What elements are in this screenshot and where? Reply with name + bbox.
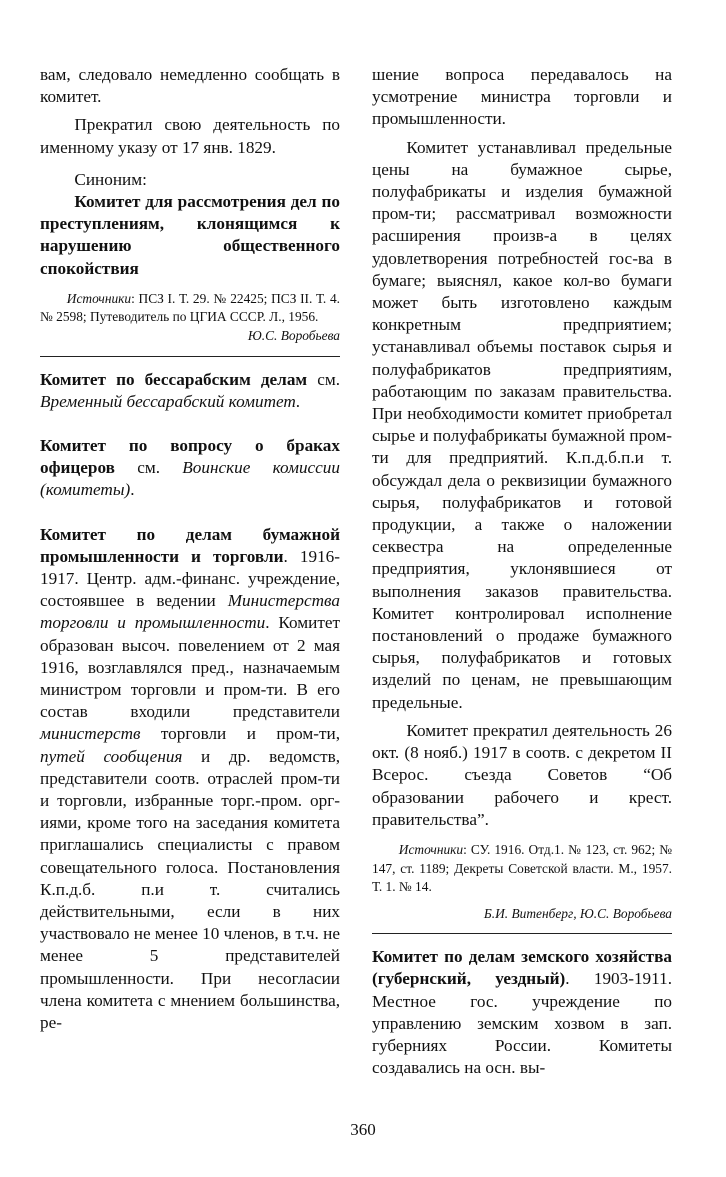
sources-label: Источники <box>66 290 132 306</box>
sources-text: : ПСЗ I. Т. 29. № 22425; ПСЗ II. Т. 4. № 2598; Путеводитель по ЦГИА СССР. Л., 1956. <box>40 290 340 325</box>
author-signature: Б.И. Витенберг, Ю.С. Воробьева <box>483 905 672 921</box>
author-signature: Ю.С. Воробьева <box>247 328 340 344</box>
sources-label: Источники <box>398 841 464 857</box>
sources-note <box>372 841 672 897</box>
entry-title: Комитет по вопросу о браках офицеров <box>40 436 340 478</box>
entry-paper-industry <box>40 524 340 1035</box>
entry-text: и др. ведомств, представители соотв. отраслей пром-ти и торговли, избранные торг.-пром. орг-иями, кроме того на заседания комитета приглашались специалисты с правом совещательного голоса. Постановления К.п.д.б. п.и т. считались действительными, если в них участвовало не менее 10 членов, в т.ч. не менее 5 представителей промышленности. При несогласии члена комитета с мнением большинства, ре- <box>40 746 340 1033</box>
entry-text: торговли и пром-ти, <box>140 724 340 744</box>
entry-divider <box>40 356 340 357</box>
entry-officer-marriages <box>40 435 340 502</box>
see-label: см. <box>307 369 340 389</box>
right-column <box>372 64 672 1080</box>
entry-text: . 1903-1911. Местное гос. учреждение по управлению земским хозвом в зап. губерниях России. Комитеты создавались на осн. вы- <box>372 969 672 1078</box>
left-column <box>40 64 340 1034</box>
entry-divider <box>372 933 672 934</box>
page-number: 360 <box>350 1120 376 1139</box>
cross-reference: министерств <box>40 724 141 744</box>
entry-title: Комитет по бессарабским делам <box>40 369 308 389</box>
entry-bessarabian <box>40 369 340 413</box>
synonym-label: Синоним: <box>74 169 147 189</box>
sources-note <box>40 290 340 327</box>
entry-title: Комитет по делам бумажной промышленности и торговли <box>40 524 340 566</box>
punct: . <box>295 391 301 411</box>
entry-text: . Комитет образован высоч. повелением от 2 мая 1916, возглавлялся пред., назначаемым министром торговли и пром-ти. В его состав входили представители <box>40 613 340 722</box>
entry-zemstvo <box>372 946 672 1079</box>
closure-paragraph: Комитет прекратил деятельность 26 окт. (8 нояб.) 1917 в соотв. с декретом II Всерос. съезда Советов “Об образовании рабочего и крест. правительства”. <box>372 720 672 829</box>
sources-text: : СУ. 1916. Отд.1. № 123, ст. 962; № 147, ст. 1189; Декреты Советской власти. М., 1957. Т. 1. № 14. <box>372 841 672 895</box>
closure-text: Прекратил свою деятельность по именному указу от 17 янв. 1829. <box>40 115 340 157</box>
entry-text: . 1916-1917. Центр. адм.-финанс. учреждение, состоявшее в ведении <box>40 546 340 611</box>
continuation-text: шение вопроса передавалось на усмотрение министра торговли и промышленности. <box>372 65 672 129</box>
synonym-title: Комитет для рассмотрения дел по преступлениям, клонящимся к нарушению общественного спокойствия <box>40 192 340 278</box>
cross-reference: Министерства торговли и промышленности <box>40 591 340 633</box>
punct: . <box>130 480 135 500</box>
cross-reference: путей сообщения <box>40 746 183 766</box>
continuation-text: вам, следовало немедленно сообщать в комитет. <box>40 65 340 107</box>
body-paragraph: Комитет устанавливал предельные цены на бумажное сырье, полуфабрикаты и изделия бумажной пром-ти; рассматривал возможности расширения произв-а в целях удовлетворения потребностей гос-ва в бумаге; выяснял, какое кол-во бумаги может быть изготовлено каждым конкретным предприятием; устанавливал объемы поставок сырья и полуфабрикатов предприятиям, работающим по заказам правительства. При необходимости комитет приобретал сырье и полуфабрикаты бумажной пром-ти для предприятий. К.п.д.б.п.и т. обсуждал дела о реквизиции бумажного сырья, полуфабрикатов и готовой продукции, а также о наложении секвестра на определенные предприятия, уклонявшиеся от выполнения заказов правительства. Комитет контролировал исполнение постановлений о продаже бумажного сырья, полуфабрикатов и готовых изделий по ценам, не превышающим предельные. <box>372 137 672 712</box>
entry-title: Комитет по делам земского хозяйства (губернский, уездный) <box>372 947 672 989</box>
cross-reference: Воинские комиссии (комитеты) <box>40 458 340 500</box>
cross-reference: Временный бессарабский комитет <box>40 391 296 411</box>
see-label: см. <box>114 458 183 478</box>
